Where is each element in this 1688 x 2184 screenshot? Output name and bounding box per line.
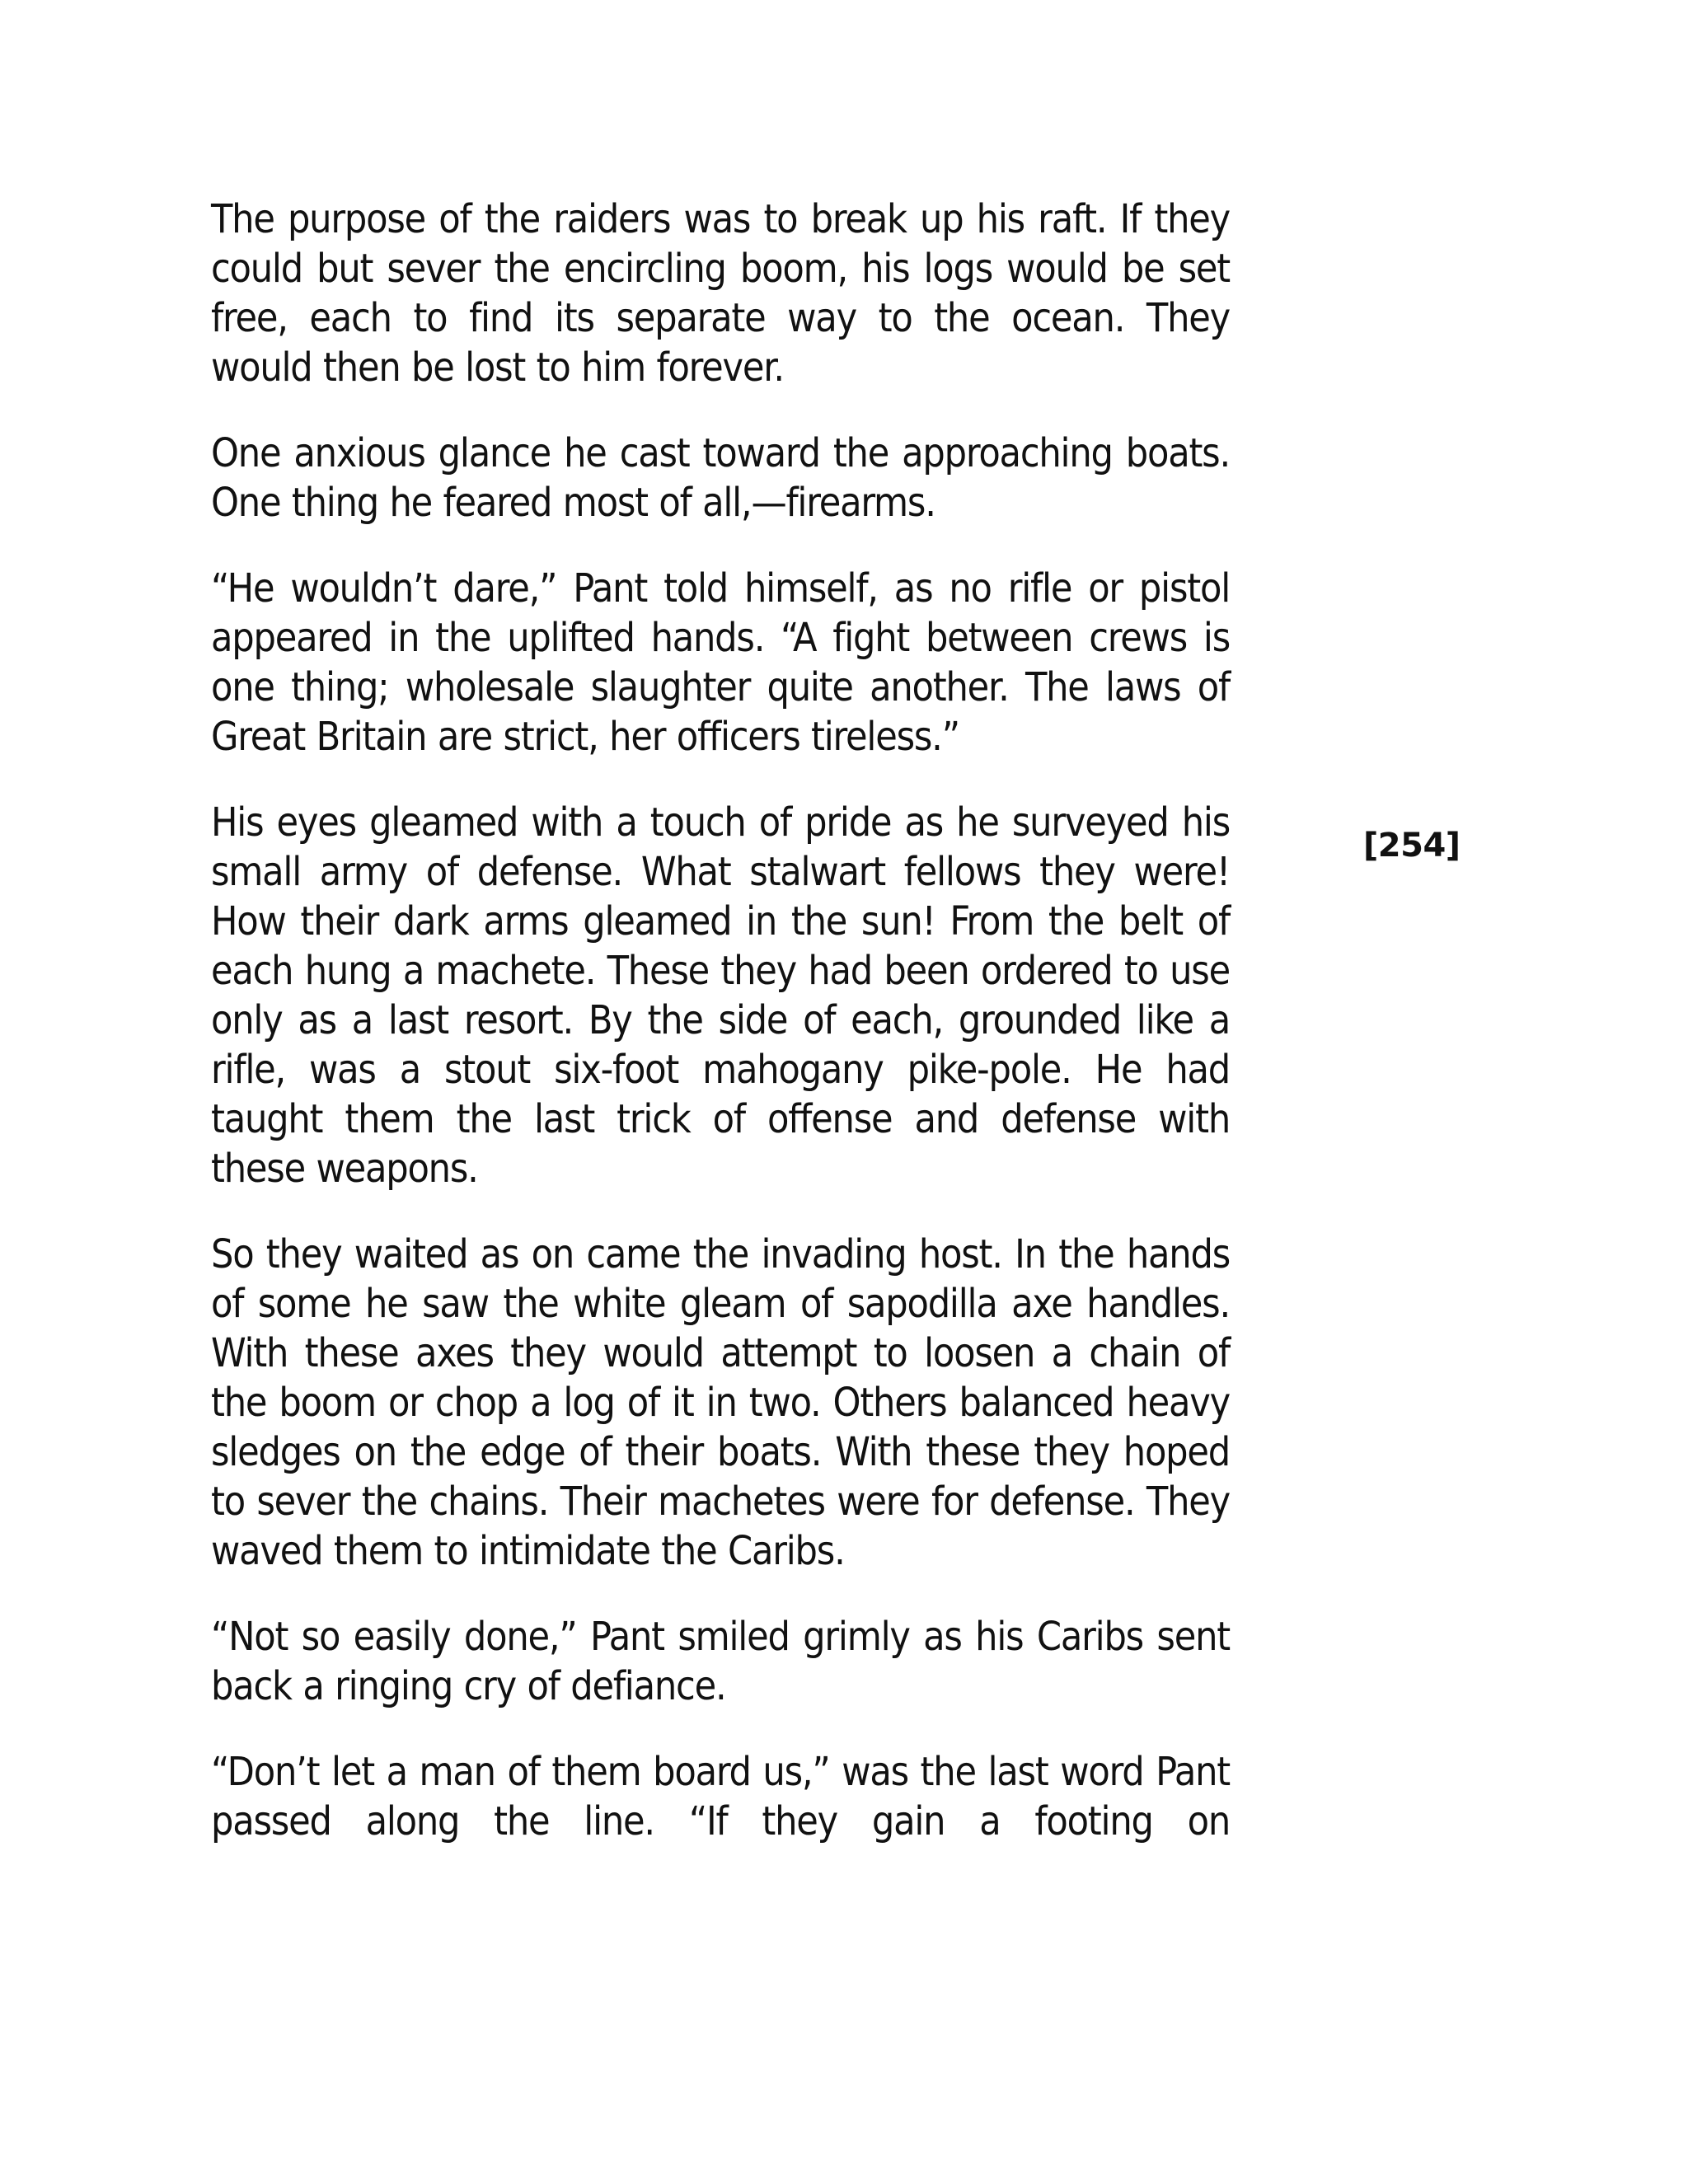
text-column — [211, 194, 1230, 1882]
paragraph-invading-host: So they waited as on came the invading host. In the hands of some he saw the white gleam of sapodilla axe handles. With these axes they would attempt to loosen a chain of the boom or chop a log of it in two. Others balanced heavy sledges on the edge of their boats. With these they hoped to sever the chains. Their machetes were for defense. They waved them to intimidate the Caribs. — [211, 1231, 1230, 1574]
paragraph-not-so-easily: “Not so easily done,” Pant smiled grimly as his Caribs sent back a ringing cry of defiance. — [211, 1614, 1230, 1709]
paragraph-firearms: One anxious glance he cast toward the approaching boats. One thing he feared most of all,—firearms. — [211, 430, 1230, 526]
paragraph-raft: The purpose of the raiders was to break up his raft. If they could but sever the encircling boom, his logs would be set free, each to find its separate way to the ocean. They would then be lost to him forever. — [211, 196, 1230, 391]
paragraph-army-of-defense: His eyes gleamed with a touch of pride as he surveyed his small army of defense. What stalwart fellows they were! How their dark arms gleamed in the sun! From the belt of each hung a machete. These they had been ordered to use only as a last resort. By the side of each, grounded like a rifle, was a stout six-foot mahogany pike-pole. He had taught them the last trick of offense and defense with these weapons. — [211, 799, 1230, 1192]
page-number-marker: [254] — [1363, 827, 1461, 865]
paragraph-dont-let-board: “Don’t let a man of them board us,” was the last word Pant passed along the line. “If they gain a footing on — [211, 1749, 1230, 1844]
paragraph-wouldnt-dare: “He wouldn’t dare,” Pant told himself, as no rifle or pistol appeared in the uplifted hands. “A fight between crews is one thing; wholesale slaughter quite another. The laws of Great Britain are strict, her officers tireless.” — [211, 565, 1230, 760]
